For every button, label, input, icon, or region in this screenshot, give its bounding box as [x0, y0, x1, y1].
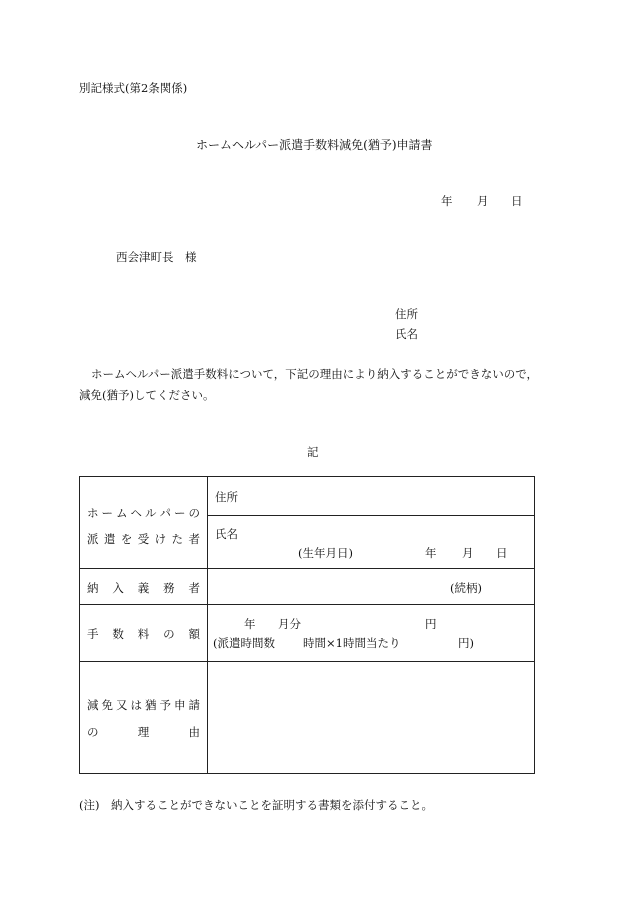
label-char: 免	[101, 698, 113, 712]
label-char: 者	[188, 581, 200, 595]
label-char: 予	[159, 698, 171, 712]
label-char: 理	[137, 725, 150, 739]
label-char: ム	[116, 506, 128, 520]
application-form-table	[79, 476, 535, 774]
calc-middle: 時間×1時間当たり	[303, 636, 401, 650]
label-char: 者	[188, 532, 200, 546]
body-line-2: 減免(猶予)してください。	[79, 388, 215, 402]
label-char: 務	[163, 581, 175, 595]
label-char: 遣	[103, 532, 116, 546]
label-char: 派	[87, 532, 99, 546]
birthdate-label: (生年月日)	[298, 546, 353, 560]
document-title: ホームヘルパー派遣手数料減免(猶予)申請書	[196, 138, 433, 152]
date-day-label: 日	[511, 194, 523, 208]
label-char: の	[188, 506, 200, 520]
label-char: 由	[188, 725, 200, 739]
label-char: ホ	[87, 506, 99, 520]
label-char: け	[154, 532, 167, 546]
label-reason-line2	[87, 724, 200, 740]
applicant-name-label: 氏名	[395, 327, 418, 341]
label-cell-helper-recipient	[80, 477, 208, 569]
form-number: 別記様式(第2条関係)	[79, 81, 188, 95]
label-char: は	[130, 698, 142, 712]
applicant-address-label: 住所	[395, 307, 418, 321]
label-cell-payer	[80, 569, 208, 605]
calc-prefix: (派遣時間数	[213, 636, 275, 650]
label-char: 減	[87, 698, 99, 712]
label-char: 数	[112, 627, 124, 641]
fee-amount-cell	[208, 605, 535, 662]
fee-year-label: 年	[244, 617, 256, 631]
label-cell-reason	[80, 662, 208, 774]
label-cell-fee-amount	[80, 605, 208, 662]
birth-year-label: 年	[425, 546, 437, 560]
birth-month-label: 月	[462, 546, 474, 560]
fee-yen-label: 円	[425, 617, 437, 631]
payer-cell	[208, 569, 535, 605]
calc-suffix: 円)	[458, 636, 474, 650]
recipient-divider	[208, 515, 534, 516]
label-char: 額	[188, 627, 200, 641]
label-payer	[87, 580, 200, 596]
label-char: 義	[137, 581, 150, 595]
label-char: 料	[137, 627, 150, 641]
label-char: 手	[87, 627, 99, 641]
footnote: (注) 納入することができないことを証明する書類を添付すること。	[79, 798, 433, 812]
label-char: パ	[159, 506, 171, 520]
ki-heading: 記	[307, 445, 319, 459]
label-char: 猶	[145, 698, 157, 712]
label-char: 又	[116, 698, 128, 712]
birth-day-label: 日	[496, 546, 508, 560]
label-helper-recipient-line1	[87, 505, 200, 521]
label-char: ー	[101, 506, 113, 520]
label-char: 申	[174, 698, 186, 712]
label-char: 受	[137, 532, 150, 546]
label-char: を	[120, 532, 133, 546]
label-char: ヘ	[130, 506, 142, 520]
relationship-label: (続柄)	[450, 581, 482, 595]
label-char: 入	[112, 581, 124, 595]
label-fee-amount	[87, 626, 200, 642]
label-char: ー	[174, 506, 186, 520]
reason-cell	[208, 662, 535, 774]
label-char: 納	[87, 581, 99, 595]
date-month-label: 月	[477, 194, 489, 208]
addressee: 西会津町長 様	[116, 250, 197, 264]
label-char: 請	[188, 698, 200, 712]
recipient-name-label: 氏名	[215, 527, 238, 541]
recipient-address-label: 住所	[215, 490, 238, 504]
recipient-info-cell	[208, 477, 535, 569]
label-helper-recipient-line2	[87, 531, 200, 547]
label-char: た	[171, 532, 184, 546]
body-line-1: ホームヘルパー派遣手数料について，下記の理由により納入することができないので，	[91, 367, 539, 381]
label-char: ル	[145, 506, 157, 520]
label-reason-line1	[87, 697, 200, 713]
label-char: の	[87, 725, 99, 739]
date-year-label: 年	[441, 194, 453, 208]
label-char: の	[163, 627, 175, 641]
fee-month-portion-label: 月分	[278, 617, 301, 631]
